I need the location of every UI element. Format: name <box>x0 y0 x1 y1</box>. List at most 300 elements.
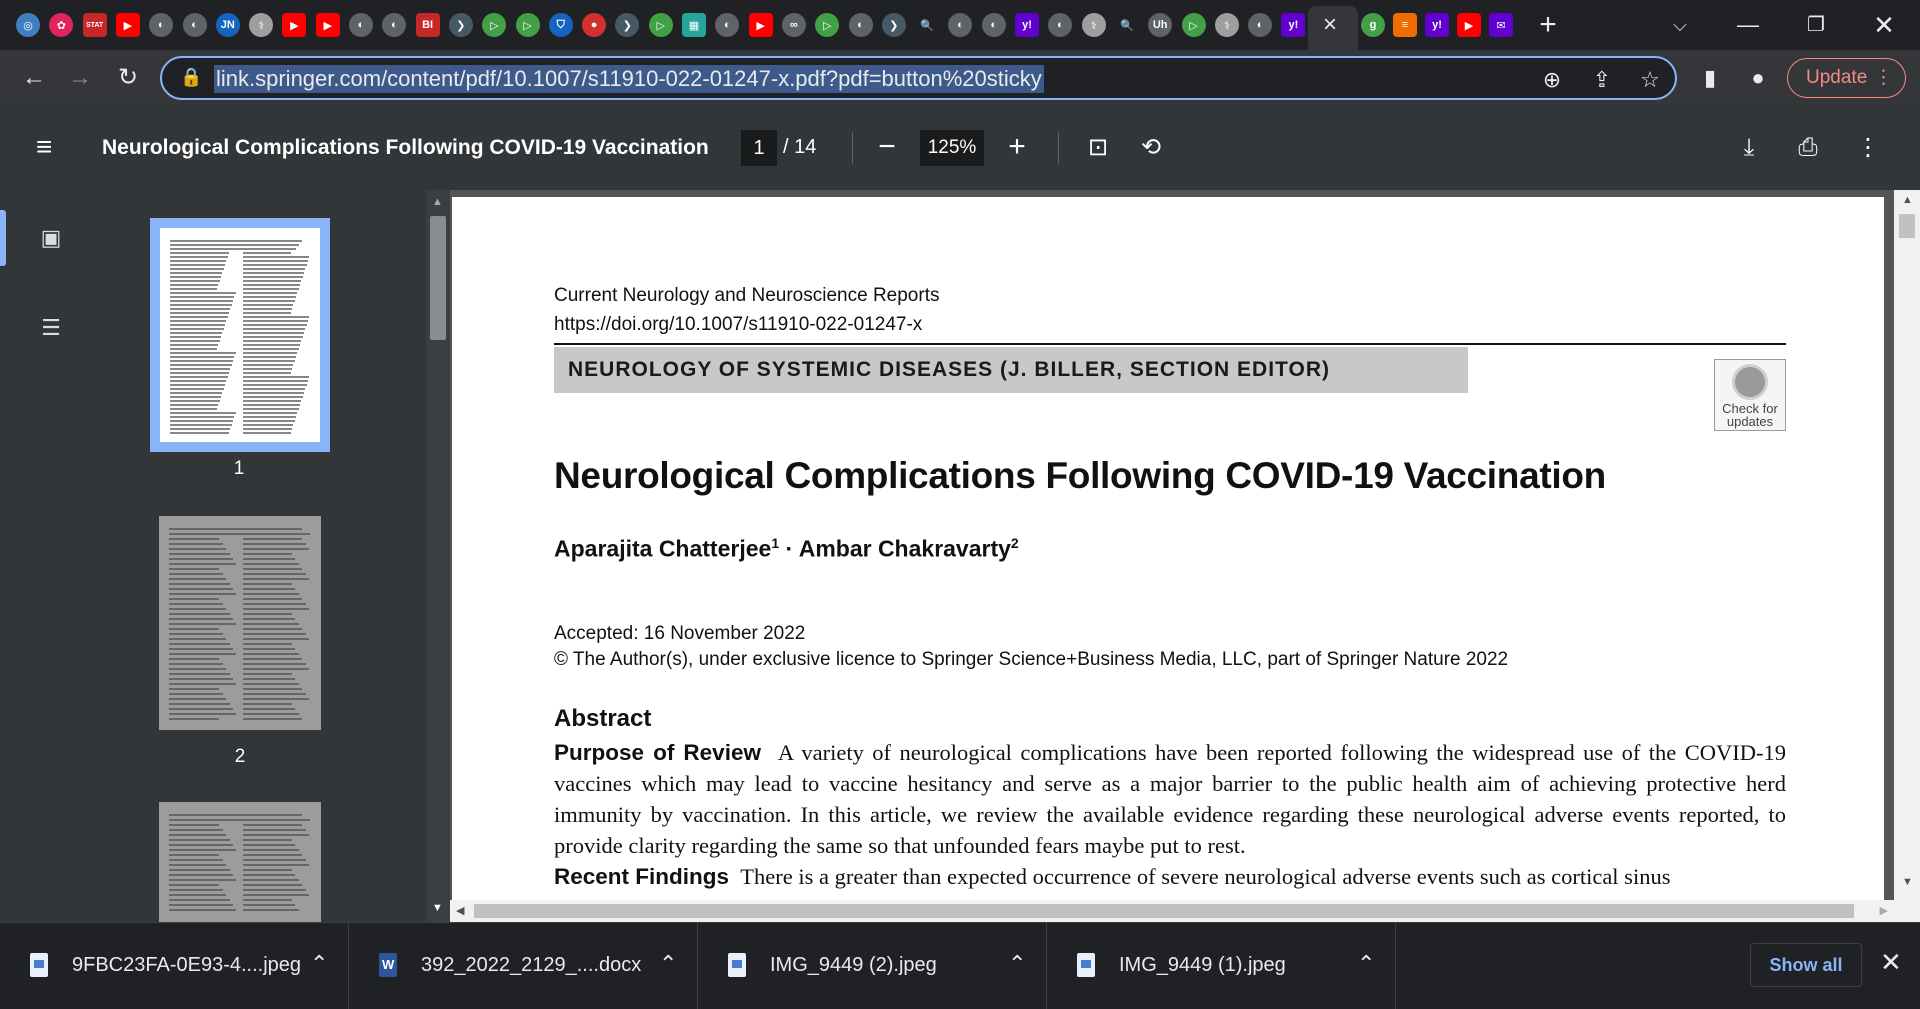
mic-icon[interactable]: ● <box>582 13 606 37</box>
thumbnail-text-line <box>243 284 300 286</box>
outline-view-icon[interactable]: ☰ <box>41 315 61 340</box>
left-scrollbar[interactable] <box>426 190 450 922</box>
thumbnail-text-line <box>243 834 309 836</box>
thumbnail-text-line <box>170 360 233 362</box>
thumbnail-text-line <box>243 683 299 685</box>
image-file-icon <box>30 953 48 977</box>
thumbnail-text-line <box>170 388 224 390</box>
thumbnail-text-line <box>243 408 299 410</box>
jn-icon[interactable]: JN <box>216 13 240 37</box>
scroll-down-icon[interactable]: ▼ <box>1902 876 1913 888</box>
thumbnail-text-line <box>170 276 221 278</box>
image-file-icon <box>728 953 746 977</box>
thumbnail-text-line <box>243 864 309 866</box>
medical-icon[interactable]: ⚕ <box>1215 13 1239 37</box>
page-thumbnail-2[interactable] <box>159 516 321 730</box>
thumbnail-text-line <box>169 533 310 535</box>
scroll-left-icon[interactable]: ◀ <box>456 905 465 917</box>
thumbnail-text-line <box>243 316 309 318</box>
thumbnail-text-line <box>169 603 223 605</box>
thumbnail-text-line <box>170 320 226 322</box>
thumbnail-text-line <box>243 643 292 645</box>
thumbnail-text-line <box>169 708 233 710</box>
pdf-viewer[interactable] <box>426 190 1920 922</box>
thumbnail-text-line <box>169 648 233 650</box>
thumbnail-text-line <box>243 336 303 338</box>
thumbnail-text-line <box>243 869 292 871</box>
thumbnail-text-line <box>243 578 309 580</box>
site-icon[interactable]: ◐ <box>849 13 873 37</box>
author-list <box>554 535 1019 563</box>
thumbnail-text-line <box>169 844 233 846</box>
thumbnail-text-line <box>169 834 226 836</box>
thumbnail-text-line <box>243 598 302 600</box>
g-icon[interactable]: g <box>1361 13 1385 37</box>
grid-icon[interactable]: ▦ <box>682 13 706 37</box>
update-label: Update <box>1806 67 1868 88</box>
close-window-button[interactable]: ✕ <box>1873 10 1895 40</box>
thumbnail-text-line <box>243 324 307 326</box>
close-tab-icon[interactable]: × <box>1323 11 1338 38</box>
thumbnail-text-line <box>170 304 232 306</box>
thumbnail-text-line <box>243 884 302 886</box>
thumbnail-text-line <box>169 528 302 530</box>
thumbnail-text-line <box>170 376 228 378</box>
thumbnail-text-line <box>243 698 309 700</box>
thumbnail-text-line <box>169 869 230 871</box>
thumbnail-text-line <box>169 884 219 886</box>
thumbnail-text-line <box>169 849 236 851</box>
thumbnail-text-line <box>170 356 234 358</box>
youtube-icon[interactable]: ▶ <box>116 13 140 37</box>
thumbnail-label: 1 <box>233 458 245 479</box>
thumbnail-text-line <box>243 563 299 565</box>
thumbnail-text-line <box>243 653 299 655</box>
lock-icon[interactable]: 🔒 <box>180 67 203 87</box>
page-number-input[interactable]: 1 <box>741 130 777 166</box>
thumbnail-text-line <box>170 428 230 430</box>
print-icon[interactable]: ⎙ <box>1798 134 1818 161</box>
thumbnail-text-line <box>169 563 236 565</box>
accepted-date: Accepted: 16 November 2022 <box>554 623 806 644</box>
crossmark-label: updates <box>1726 414 1774 429</box>
thumbnail-text-line <box>243 618 295 620</box>
thumbnail-text-line <box>243 849 299 851</box>
author-name[interactable]: Ambar Chakravarty <box>798 535 1011 562</box>
site-icon[interactable]: ◐ <box>349 13 373 37</box>
youtube-icon[interactable]: ▶ <box>316 13 340 37</box>
stack-icon[interactable]: ≡ <box>1393 13 1417 37</box>
thumbnail-text-line <box>169 623 236 625</box>
stat-icon[interactable]: STAT <box>83 13 107 37</box>
zoom-icon[interactable]: ⊕ <box>1542 67 1562 92</box>
crossmark-label: Check for <box>1722 401 1778 416</box>
thumbnail-text-line <box>170 408 217 410</box>
scroll-right-icon[interactable]: ▶ <box>1879 905 1888 917</box>
site-icon[interactable]: Uh <box>1148 13 1172 37</box>
youtube-icon[interactable]: ▶ <box>1457 13 1481 37</box>
page-scrollbar[interactable] <box>1894 190 1920 922</box>
thumbnail-text-line <box>243 400 301 402</box>
thumbnail-text-line <box>243 376 309 378</box>
thumbnail-text-line <box>170 424 232 426</box>
download-item[interactable] <box>0 923 349 1009</box>
thumbnail-text-line <box>169 583 230 585</box>
article-title: Neurological Complications Following COVID-19 Vaccination <box>554 455 1606 496</box>
forward-icon[interactable]: ❯ <box>615 13 639 37</box>
thumbnail-text-line <box>243 260 308 262</box>
site-icon[interactable]: ◐ <box>149 13 173 37</box>
copyright-line: © The Author(s), under exclusive licence to Springer Science+Business Media, LLC, part of Springer Nature 2022 <box>554 649 1509 670</box>
journal-name: Current Neurology and Neuroscience Reports <box>554 285 940 306</box>
thumbnail-text-line <box>170 296 234 298</box>
download-item[interactable] <box>349 923 698 1009</box>
thumbnail-text-line <box>170 400 220 402</box>
chevron-up-icon[interactable]: ⌃ <box>1008 951 1027 976</box>
thumbnail-text-line <box>170 264 225 266</box>
thumbnail-text-line <box>170 380 226 382</box>
thumbnail-text-line <box>170 240 302 242</box>
menu-dots-icon[interactable]: ⋮ <box>1874 67 1893 88</box>
thumbnail-text-line <box>169 538 219 540</box>
scrollbar-thumb[interactable] <box>1899 214 1915 238</box>
thumbnail-text-line <box>170 364 232 366</box>
page-total: / 14 <box>783 136 817 158</box>
thumbnail-text-line <box>170 348 217 350</box>
restore-button[interactable]: ❐ <box>1807 14 1825 36</box>
thumbnail-text-line <box>169 698 226 700</box>
thumbnail-text-line <box>243 829 306 831</box>
thumbnail-text-line <box>170 432 229 434</box>
thumbnail-text-line <box>170 316 228 318</box>
thumbnail-text-line <box>170 344 218 346</box>
forward-button[interactable]: → <box>68 64 92 91</box>
thumbnail-text-line <box>243 380 308 382</box>
thumbnail-text-line <box>243 904 295 906</box>
pdf-toolbar <box>0 106 1920 190</box>
thumbnail-text-line <box>169 558 233 560</box>
thumbnail-text-line <box>243 548 309 550</box>
thumbnail-text-line <box>169 593 236 595</box>
thumbnail-text-line <box>243 573 306 575</box>
thumbnail-text-line <box>243 608 309 610</box>
thumbnail-text-line <box>243 623 299 625</box>
chevron-up-icon[interactable]: ⌃ <box>1357 951 1376 976</box>
thumbnail-text-line <box>170 396 221 398</box>
update-button[interactable] <box>1787 58 1906 98</box>
thumbnail-text-line <box>169 638 226 640</box>
thumbnail-text-line <box>169 864 226 866</box>
thumbnail-text-line <box>170 412 236 414</box>
thumbnail-text-line <box>169 839 230 841</box>
active-indicator <box>0 210 6 266</box>
thumbnail-text-line <box>169 673 230 675</box>
thumbnail-text-line <box>170 416 234 418</box>
active-tab[interactable] <box>1308 6 1358 50</box>
zoom-level-input[interactable]: 125% <box>920 130 984 166</box>
thumbnail-text-line <box>169 553 230 555</box>
thumbnail-text-line <box>243 688 302 690</box>
thumbnail-text-line <box>243 708 295 710</box>
doi-link[interactable]: https://doi.org/10.1007/s11910-022-01247-x <box>554 314 923 335</box>
thumbnail-text-line <box>243 264 307 266</box>
thumbnail-text-line <box>170 288 217 290</box>
download-icon[interactable]: ⤓ <box>1743 134 1755 161</box>
thumbnail-text-line <box>243 372 291 374</box>
thumbnail-text-line <box>170 324 225 326</box>
thumbnails-view-icon[interactable]: ▣ <box>40 225 62 250</box>
medical-icon[interactable]: ⚕ <box>1082 13 1106 37</box>
thumbnail-text-line <box>243 613 292 615</box>
thumbnail-text-line <box>170 260 226 262</box>
fit-page-icon[interactable]: ⊡ <box>1087 134 1109 161</box>
thumbnail-text-line <box>170 244 299 246</box>
thumbnail-text-line <box>170 252 229 254</box>
affiliation-mark: 1 <box>771 535 780 551</box>
thumbnail-text-line <box>170 248 296 250</box>
scroll-up-icon[interactable]: ▲ <box>1902 194 1913 206</box>
hamburger-menu-icon[interactable]: ≡ <box>36 131 53 162</box>
thumbnail-text-line <box>243 420 295 422</box>
download-item[interactable] <box>1047 923 1396 1009</box>
reload-button[interactable]: ↻ <box>117 64 139 91</box>
forward-icon[interactable]: ❯ <box>882 13 906 37</box>
thumbnail-text-line <box>169 718 219 720</box>
journal-header <box>554 281 939 339</box>
side-panel-icon[interactable]: ▮ <box>1703 65 1717 90</box>
share-icon[interactable]: ⇪ <box>1592 67 1612 92</box>
thumbnail-text-line <box>170 420 233 422</box>
site-icon[interactable]: ∞ <box>782 13 806 37</box>
more-options-icon[interactable]: ⋮ <box>1856 134 1880 161</box>
header-rule <box>554 343 1786 345</box>
thumbnail-text-line <box>243 428 292 430</box>
scroll-up-icon[interactable]: ▲ <box>432 196 443 208</box>
thumbnail-text-line <box>243 909 299 911</box>
thumbnail-text-line <box>243 296 296 298</box>
thumbnail-text-line <box>243 588 295 590</box>
thumbnail-text-line <box>169 688 219 690</box>
thumbnail-text-line <box>169 643 230 645</box>
thumbnail-text-line <box>169 668 226 670</box>
chevron-up-icon[interactable]: ⌃ <box>659 951 678 976</box>
flower-icon[interactable]: ✿ <box>49 13 73 37</box>
yahoo-icon[interactable]: y! <box>1281 13 1305 37</box>
thumbnail-text-line <box>243 252 291 254</box>
search-icon[interactable]: 🔍 <box>1115 13 1139 37</box>
thumbnail-text-line <box>243 312 291 314</box>
thumbnail-text-line <box>243 633 306 635</box>
zoom-in-button[interactable]: + <box>1008 130 1026 163</box>
yahoo-icon[interactable]: y! <box>1425 13 1449 37</box>
profile-avatar[interactable]: ● <box>1751 65 1765 90</box>
shield-icon[interactable]: ⛉ <box>549 13 573 37</box>
chevron-up-icon[interactable]: ⌃ <box>310 951 329 976</box>
play-icon[interactable]: ▷ <box>815 13 839 37</box>
thumbnail-text-line <box>169 889 223 891</box>
download-filename: 392_2022_2129_....docx <box>421 954 642 976</box>
thumbnail-text-line <box>169 894 226 896</box>
thumbnail-text-line <box>243 364 293 366</box>
thumbnail-text-line <box>243 718 302 720</box>
site-icon[interactable]: ◐ <box>715 13 739 37</box>
thumbnail-text-line <box>169 713 236 715</box>
abstract-heading: Abstract <box>554 705 652 732</box>
thumbnail-text-line <box>170 372 229 374</box>
page-thumbnail-1[interactable] <box>150 218 330 452</box>
author-name[interactable]: Aparajita Chatterjee <box>554 535 772 562</box>
thumbnail-text-line <box>243 432 291 434</box>
horizontal-scrollbar[interactable] <box>450 900 1894 922</box>
thumbnail-text-line <box>243 543 306 545</box>
thumbnail-text-line <box>169 568 219 570</box>
crossmark-icon <box>1732 364 1768 400</box>
check-for-updates-badge[interactable] <box>1714 359 1786 431</box>
youtube-icon[interactable]: ▶ <box>749 13 773 37</box>
zoom-out-button[interactable]: − <box>878 130 896 163</box>
thumbnail-sidebar <box>0 190 426 922</box>
thumbnail-text-line <box>169 859 223 861</box>
thumbnail-page-image <box>160 228 320 442</box>
thumbnail-text-line <box>243 603 306 605</box>
thumbnail-text-line <box>243 558 295 560</box>
thumbnail-text-line <box>243 713 299 715</box>
thumbnail-text-line <box>169 663 223 665</box>
tab-search-chevron-icon[interactable]: ⌵ <box>1673 15 1687 35</box>
site-icon[interactable]: ◐ <box>948 13 972 37</box>
image-file-icon <box>1077 953 1095 977</box>
thumbnail-text-line <box>170 280 220 282</box>
play-icon[interactable]: ▷ <box>516 13 540 37</box>
url-text[interactable]: link.springer.com/content/pdf/10.1007/s11910-022-01247-x.pdf?pdf=button%20sticky <box>216 66 1042 91</box>
affiliation-mark: 2 <box>1010 535 1019 551</box>
thumbnail-text-line <box>243 396 303 398</box>
thumbnail-text-line <box>243 889 306 891</box>
thumbnail-text-line <box>243 288 299 290</box>
scrollbar-thumb[interactable] <box>430 216 446 340</box>
thumbnail-text-line <box>243 304 293 306</box>
thumbnail-text-line <box>243 368 292 370</box>
play-icon[interactable]: ▷ <box>649 13 673 37</box>
download-item[interactable] <box>698 923 1047 1009</box>
download-filename: IMG_9449 (1).jpeg <box>1119 954 1286 976</box>
site-icon[interactable]: ◐ <box>382 13 406 37</box>
thumbnail-text-line <box>170 368 230 370</box>
thumbnail-text-line <box>243 568 302 570</box>
thumbnail-text-line <box>243 332 304 334</box>
thumbnail-text-line <box>169 678 233 680</box>
thumbnail-text-line <box>243 404 300 406</box>
play-icon[interactable]: ▷ <box>1182 13 1206 37</box>
divider <box>852 132 853 164</box>
thumbnail-text-line <box>243 360 295 362</box>
site-icon[interactable]: ◐ <box>183 13 207 37</box>
thumbnail-text-line <box>170 268 224 270</box>
mail-icon[interactable]: ✉ <box>1489 13 1513 37</box>
divider <box>1058 132 1059 164</box>
bookmark-star-icon[interactable]: ☆ <box>1640 67 1660 92</box>
pdf-page <box>452 197 1884 922</box>
thumbnail-text-line <box>169 658 219 660</box>
document-title: Neurological Complications Following COVID-19 Vaccination <box>102 136 709 159</box>
thumbnail-text-line <box>170 308 230 310</box>
thumbnail-text-line <box>169 829 223 831</box>
thumbnail-text-line <box>169 703 230 705</box>
thumbnail-text-line <box>243 352 297 354</box>
thumbnail-text-line <box>243 854 302 856</box>
play-icon[interactable]: ▷ <box>482 13 506 37</box>
thumbnail-text-line <box>243 658 302 660</box>
thumbnail-text-line <box>243 583 292 585</box>
findings-text: There is a greater than expected occurrence of severe neurological adverse events such as cortical sinus <box>740 864 1671 889</box>
abstract-body <box>554 737 1786 892</box>
thumbnail-text-line <box>243 392 304 394</box>
thumbnail-text-line <box>243 879 299 881</box>
thumbnail-text-line <box>243 673 292 675</box>
thumbnail-text-line <box>169 578 226 580</box>
bi-icon[interactable]: BI <box>416 13 440 37</box>
thumbnail-text-line <box>169 824 219 826</box>
page-thumbnail-3[interactable] <box>159 802 321 922</box>
address-bar[interactable] <box>160 56 1677 100</box>
thumbnail-text-line <box>169 819 310 821</box>
thumbnail-text-line <box>243 348 299 350</box>
thumbnail-text-line <box>243 412 297 414</box>
thumbnail-text-line <box>243 899 292 901</box>
minimize-button[interactable]: — <box>1737 12 1759 37</box>
search-icon[interactable]: 🔍 <box>915 13 939 37</box>
globe-icon[interactable]: ◎ <box>16 13 40 37</box>
thumbnail-text-line <box>170 272 222 274</box>
thumbnail-text-line <box>243 320 308 322</box>
youtube-icon[interactable]: ▶ <box>282 13 306 37</box>
thumbnail-text-line <box>243 678 295 680</box>
thumbnail-text-line <box>243 340 301 342</box>
thumbnail-text-line <box>170 384 225 386</box>
site-icon[interactable]: ◐ <box>1248 13 1272 37</box>
forward-icon[interactable]: ❯ <box>449 13 473 37</box>
thumbnail-text-line <box>243 638 309 640</box>
rotate-icon[interactable]: ⟲ <box>1140 134 1162 161</box>
site-icon[interactable]: ◐ <box>1048 13 1072 37</box>
download-filename: 9FBC23FA-0E93-4....jpeg <box>72 954 302 976</box>
publication-info <box>554 621 1508 673</box>
scroll-down-icon[interactable]: ▼ <box>432 902 443 914</box>
medical-icon[interactable]: ⚕ <box>249 13 273 37</box>
thumbnail-text-line <box>243 859 306 861</box>
back-button[interactable]: ← <box>22 64 46 91</box>
thumbnail-text-line <box>169 608 226 610</box>
thumbnail-text-line <box>243 280 301 282</box>
close-downloads-icon[interactable]: ✕ <box>1880 947 1902 977</box>
thumbnail-text-line <box>243 824 302 826</box>
thumbnail-text-line <box>170 404 218 406</box>
thumbnail-text-line <box>243 839 292 841</box>
site-icon[interactable]: ◐ <box>982 13 1006 37</box>
new-tab-button[interactable]: + <box>1539 8 1557 41</box>
thumbnail-text-line <box>169 904 233 906</box>
yahoo-icon[interactable]: y! <box>1015 13 1039 37</box>
show-all-button[interactable]: Show all <box>1750 943 1862 987</box>
thumbnail-text-line <box>243 668 309 670</box>
thumbnail-text-line <box>243 292 297 294</box>
downloads-bar <box>0 922 1920 1008</box>
thumbnail-text-line <box>243 894 309 896</box>
scrollbar-thumb[interactable] <box>474 904 1854 918</box>
thumbnail-text-line <box>170 340 220 342</box>
thumbnail-text-line <box>243 328 305 330</box>
thumbnail-text-line <box>243 300 295 302</box>
